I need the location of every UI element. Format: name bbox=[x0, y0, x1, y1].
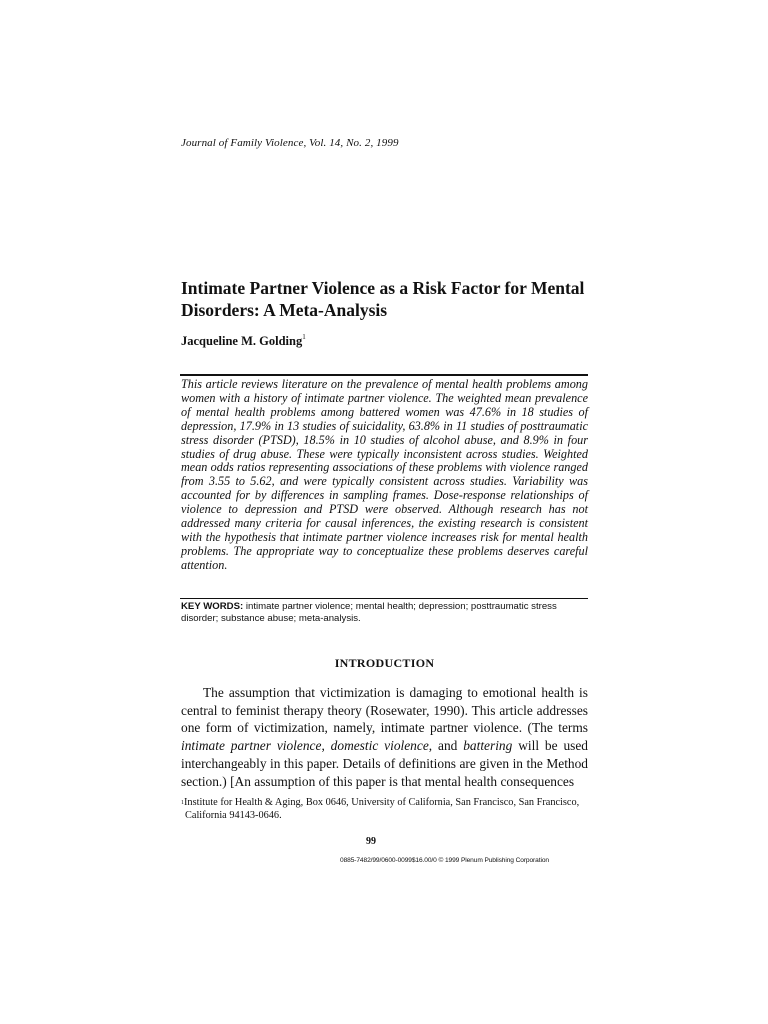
intro-text-part2: will be used interchangeably in this paper. Details of definitions are given in the Method section.) [An assumption of this paper is that mental health consequences bbox=[181, 738, 588, 789]
page-number: 99 bbox=[366, 836, 376, 847]
author-footnote-mark: 1 bbox=[302, 333, 306, 341]
author-name: Jacqueline M. Golding bbox=[181, 334, 303, 348]
intro-sep2: , and bbox=[428, 738, 464, 754]
term-intimate-partner-violence: intimate partner violence bbox=[181, 738, 322, 754]
abstract-bottom-rule bbox=[180, 598, 588, 599]
introduction-heading: INTRODUCTION bbox=[334, 656, 435, 670]
footnote-line2: California 94143-0646. bbox=[185, 809, 282, 821]
author-line bbox=[181, 334, 306, 349]
keywords-label: KEY WORDS: bbox=[181, 601, 244, 612]
copyright-line: 0885-7482/99/0600-0099$16.00/0 © 1999 Plenum Publishing Corporation bbox=[340, 857, 549, 864]
abstract-top-rule bbox=[180, 374, 588, 376]
intro-text-part1: The assumption that victimization is damaging to emotional health is central to feminist therapy theory (Rosewater, 1990). This article addresses one form of victimization, namely, intimate partner violence. (The terms bbox=[181, 685, 588, 736]
introduction-paragraph bbox=[181, 684, 588, 790]
term-battering: battering bbox=[463, 738, 513, 754]
affiliation-footnote bbox=[181, 797, 591, 822]
intro-sep1: , bbox=[321, 738, 331, 754]
footnote-line1: Institute for Health & Aging, Box 0646, University of California, San Francisco, San Francisco, bbox=[184, 797, 580, 808]
footnote-mark: 1 bbox=[181, 800, 184, 806]
keywords-list: intimate partner violence; mental health; depression; posttraumatic stress disorder; substance abuse; meta-analysis. bbox=[181, 601, 557, 624]
keywords-block bbox=[181, 601, 588, 625]
term-domestic-violence: domestic violence bbox=[330, 738, 429, 754]
abstract-text: This article reviews literature on the prevalence of mental health problems among women with a history of intimate partner violence. The weighted mean prevalence of mental health problems among battered women was 47.6% in 18 studies of depression, 17.9% in 13 studies of suicidality, 63.8% in 11 studies of posttraumatic stress disorder (PTSD), 18.5% in 10 studies of alcohol abuse, and 8.9% in four studies of drug abuse. These were typically inconsistent across studies. Weighted mean odds ratios representing associations of these problems with violence ranged from 3.55 to 5.62, and were typically consistent across studies. Variability was accounted for by differences in sampling frames. Dose-response relationships of violence to depression and PTSD were observed. Although research has not addressed many criteria for causal inferences, the existing research is consistent with the hypothesis that intimate partner violence increases risk for mental health problems. The appropriate way to conceptualize these problems deserves careful attention. bbox=[181, 377, 588, 572]
article-title: Intimate Partner Violence as a Risk Factor for Mental Disorders: A Meta-Analysis bbox=[181, 278, 585, 320]
journal-citation: Journal of Family Violence, Vol. 14, No. 2, 1999 bbox=[181, 137, 399, 149]
